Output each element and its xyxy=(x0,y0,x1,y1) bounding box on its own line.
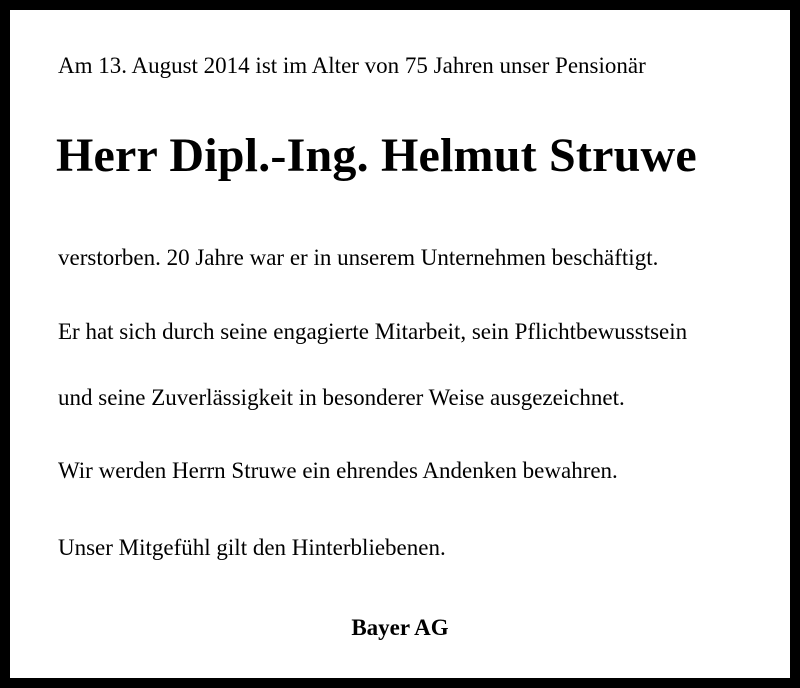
deceased-name-heading: Herr Dipl.-Ing. Helmut Struwe xyxy=(56,129,697,182)
company-signature: Bayer AG xyxy=(351,615,449,640)
paragraph-remembrance: Wir werden Herrn Struwe ein ehrendes Andenken bewahren. xyxy=(58,458,618,483)
paragraph-tribute-line-2: und seine Zuverlässigkeit in besonderer Weise ausgezeichnet. xyxy=(58,385,625,410)
paragraph-employment: verstorben. 20 Jahre war er in unserem Unternehmen beschäftigt. xyxy=(58,245,659,270)
paragraph-tribute-line-1: Er hat sich durch seine engagierte Mitarbeit, sein Pflichtbewusstsein xyxy=(58,319,688,344)
paragraph-condolence: Unser Mitgefühl gilt den Hinterbliebenen. xyxy=(58,535,446,560)
intro-text: Am 13. August 2014 ist im Alter von 75 Jahren unser Pensionär xyxy=(58,53,646,78)
